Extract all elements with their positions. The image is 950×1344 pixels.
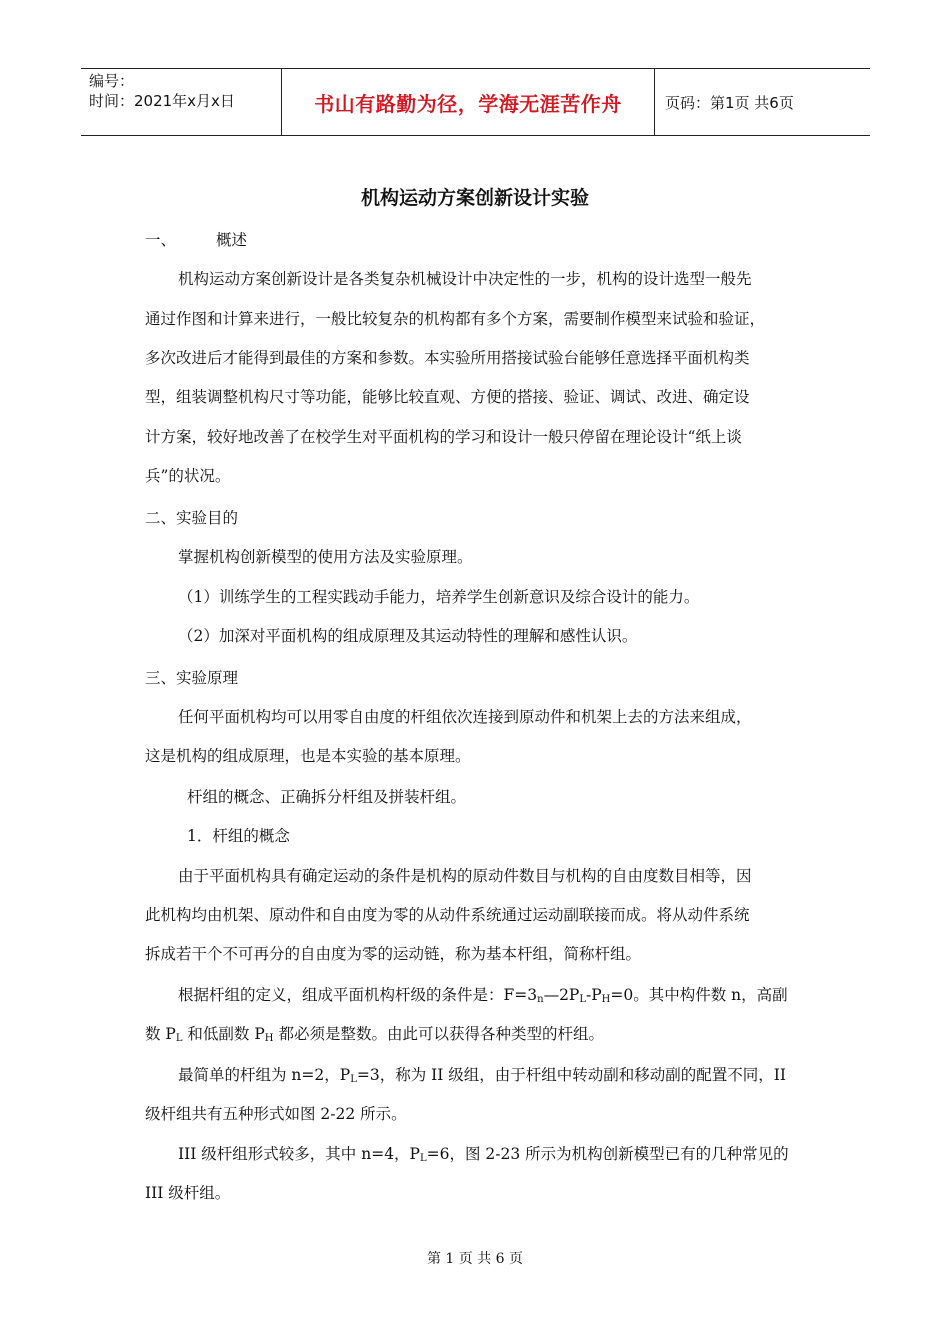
paragraph-line: 任何平面机构均可以用零自由度的杆组依次连接到原动件和机架上去的方法来组成， [178,708,752,726]
paragraph-line: III 级杆组。 [145,1184,231,1202]
paragraph-line [178,1063,786,1085]
paragraph-line: 型，组装调整机构尺寸等功能，能够比较直观、方便的搭接、验证、调试、改进、确定设 [145,388,750,406]
page-footer: 第 1 页 共 6 页 [426,1251,524,1267]
paragraph-line [145,1022,604,1044]
subscript: L [350,1074,357,1085]
subscript: L [579,994,586,1005]
text-run: -P [586,986,602,1004]
subsection-heading: 1．杆组的概念 [187,827,290,845]
paragraph-line: 这是机构的组成原理，也是本实验的基本原理。 [145,747,471,765]
section-3-heading: 三、实验原理 [145,669,239,687]
list-item: （1）训练学生的工程实践动手能力，培养学生创新意识及综合设计的能力。 [178,588,700,606]
text-run: 都必须是整数。由此可以获得各种类型的杆组。 [273,1025,604,1043]
header-table [81,68,870,136]
subscript: n [537,994,544,1005]
text-run: =3，称为 II 级组，由于杆组中转动副和移动副的配置不同，II [356,1066,787,1084]
section-1-title: 概述 [216,231,248,249]
paragraph-line: 掌握机构创新模型的使用方法及实验原理。 [178,548,473,566]
text-run: 最简单的杆组为 n=2，P [178,1066,351,1084]
paragraph-line: 杆组的概念、正确拆分杆组及拼装杆组。 [187,788,467,806]
paragraph-line: 机构运动方案创新设计是各类复杂机械设计中决定性的一步，机构的设计选型一般先 [178,270,752,288]
subscript: L [175,1033,183,1044]
text-run: 和低副数 P [182,1025,265,1043]
subscript: H [601,994,611,1005]
text-run: =6，图 2-23 所示为机构创新模型已有的几种常见的 [426,1145,789,1163]
list-item: （2）加深对平面机构的组成原理及其运动特性的理解和感性认识。 [178,627,638,645]
paragraph-line: 级杆组共有五种形式如图 2-22 所示。 [145,1105,407,1123]
section-1-number: 一、 [145,231,177,249]
paragraph-line: 计方案，较好地改善了在校学生对平面机构的学习和设计一般只停留在理论设计“纸上谈 [145,428,742,446]
text-run: =0。其中构件数 n，高副 [610,986,788,1004]
subscript: L [419,1153,427,1164]
text-run: —2P [543,986,580,1004]
header-meta-cell [81,69,282,135]
section-1-heading [145,228,247,250]
text-run: III 级杆组形式较多，其中 n=4，P [178,1145,420,1163]
text-run: 根据杆组的定义，组成平面机构杆级的条件是：F=3 [178,986,538,1004]
paragraph-line [178,1142,789,1164]
subscript: H [264,1033,274,1044]
document-title: 机构运动方案创新设计实验 [360,187,589,209]
number-label: 编号： [89,72,135,90]
paragraph-line: 由于平面机构具有确定运动的条件是机构的原动件数目与机构的自由度数目相等，因 [178,867,752,885]
formula-line [178,983,788,1005]
header-page-info: 页码：第1页 共6页 [665,93,794,112]
paragraph-line: 拆成若干个不可再分的自由度为零的运动链，称为基本杆组，简称杆组。 [145,945,642,963]
section-2-heading: 二、实验目的 [145,509,239,527]
paragraph-line: 兵”的状况。 [145,467,231,485]
paragraph-line: 多次改进后才能得到最佳的方案和参数。本实验所用搭接试验台能够任意选择平面机构类 [145,349,750,367]
paragraph-line: 通过作图和计算来进行，一般比较复杂的机构都有多个方案，需要制作模型来试验和验证， [145,310,766,328]
time-label: 时间：2021年x月x日 [89,92,235,110]
paragraph-line: 此机构均由机架、原动件和自由度为零的从动件系统通过运动副联接而成。将从动件系统 [145,906,750,924]
text-run: 数 P [145,1025,176,1043]
header-slogan: 书山有路勤为径，学海无涯苦作舟 [282,69,655,135]
